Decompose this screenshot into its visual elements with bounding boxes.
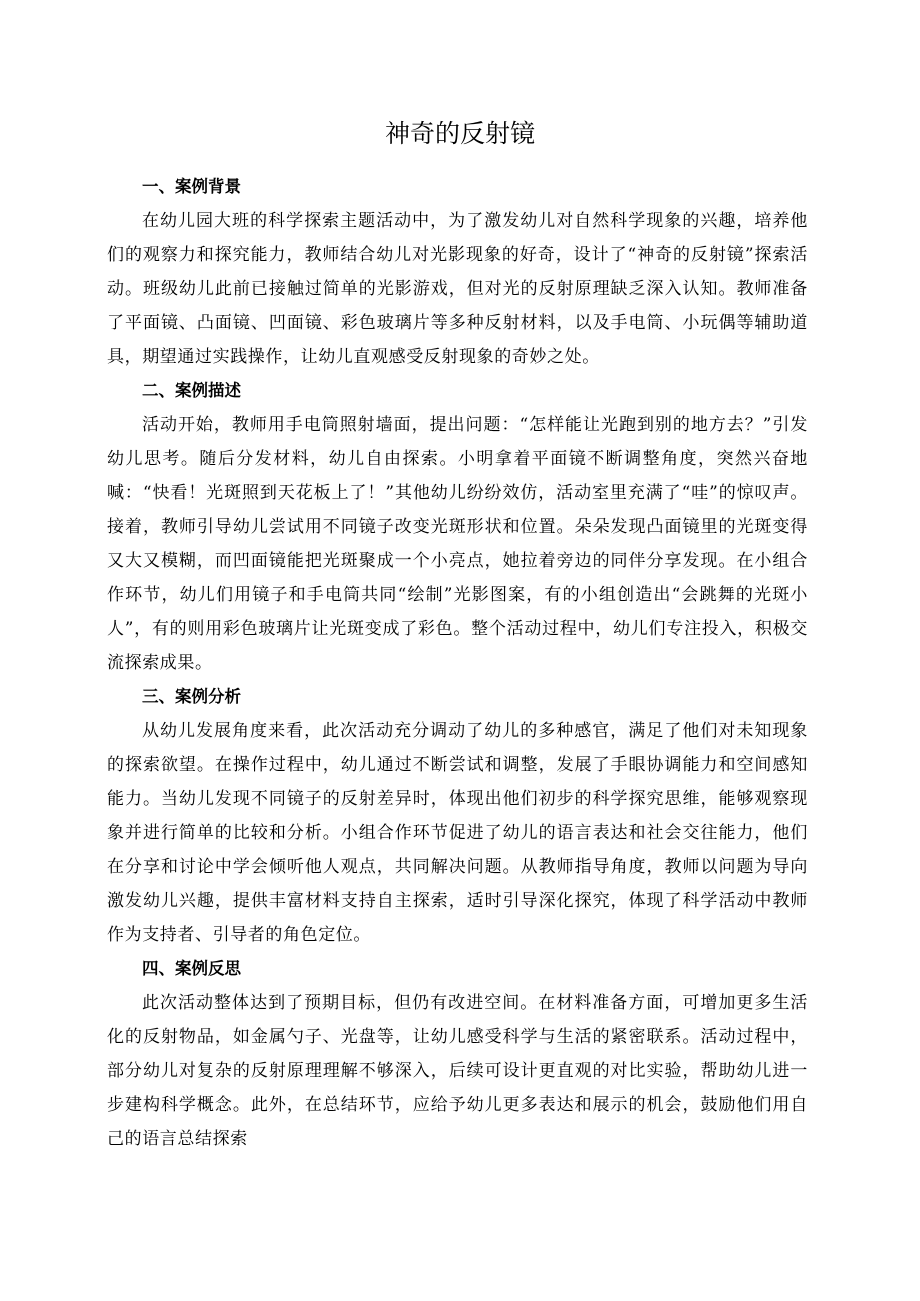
- section-heading-description: 二、案例描述: [142, 381, 241, 400]
- section-paragraph-reflection: 此次活动整体达到了预期目标，但仍有改进空间。在材料准备方面，可增加更多生活化的反射物品，如金属勺子、光盘等，让幼儿感受科学与生活的紧密联系。活动过程中，部分幼儿对复杂的反射原理理解不够深入，后续可设计更直观的对比实验，帮助幼儿进一步建构科学概念。此外，在总结环节，应给予幼儿更多表达和展示的机会，鼓励他们用自己的语言总结探索: [107, 993, 808, 1149]
- section-paragraph-analysis: 从幼儿发展角度来看，此次活动充分调动了幼儿的多种感官，满足了他们对未知现象的探索欲望。在操作过程中，幼儿通过不断尝试和调整，发展了手眼协调能力和空间感知能力。当幼儿发现不同镜子的反射差异时，体现出他们初步的科学探究思维，能够观察现象并进行简单的比较和分析。小组合作环节促进了幼儿的语言表达和社会交往能力，他们在分享和讨论中学会倾听他人观点，共同解决问题。从教师指导角度，教师以问题为导向激发幼儿兴趣，提供丰富材料支持自主探索，适时引导深化探究，体现了科学活动中教师作为支持者、引导者的角色定位。: [107, 721, 808, 945]
- section-paragraph-description: 活动开始，教师用手电筒照射墙面，提出问题：“怎样能让光跑到别的地方去？”引发幼儿思考。随后分发材料，幼儿自由探索。小明拿着平面镜不断调整角度，突然兴奋地喊：“快看！光斑照到天花板上了！”其他幼儿纷纷效仿，活动室里充满了“哇”的惊叹声。接着，教师引导幼儿尝试用不同镜子改变光斑形状和位置。朵朵发现凸面镜里的光斑变得又大又模糊，而凹面镜能把光斑聚成一个小亮点，她拉着旁边的同伴分享发现。在小组合作环节，幼儿们用镜子和手电筒共同“绘制”光影图案，有的小组创造出“会跳舞的光斑小人”，有的则用彩色玻璃片让光斑变成了彩色。整个活动过程中，幼儿们专注投入，积极交流探索成果。: [107, 415, 808, 673]
- section-paragraph-background: 在幼儿园大班的科学探索主题活动中，为了激发幼儿对自然科学现象的兴趣，培养他们的观察力和探究能力，教师结合幼儿对光影现象的好奇，设计了“神奇的反射镜”探索活动。班级幼儿此前已接触过简单的光影游戏，但对光的反射原理缺乏深入认知。教师准备了平面镜、凸面镜、凹面镜、彩色玻璃片等多种反射材料，以及手电筒、小玩偶等辅助道具，期望通过实践操作，让幼儿直观感受反射现象的奇妙之处。: [107, 211, 808, 367]
- section-heading-background: 一、案例背景: [142, 177, 241, 196]
- section-heading-reflection: 四、案例反思: [142, 959, 241, 978]
- document-title: 神奇的反射镜: [384, 119, 535, 148]
- section-heading-analysis: 三、案例分析: [142, 687, 241, 706]
- document-body: [107, 170, 808, 1156]
